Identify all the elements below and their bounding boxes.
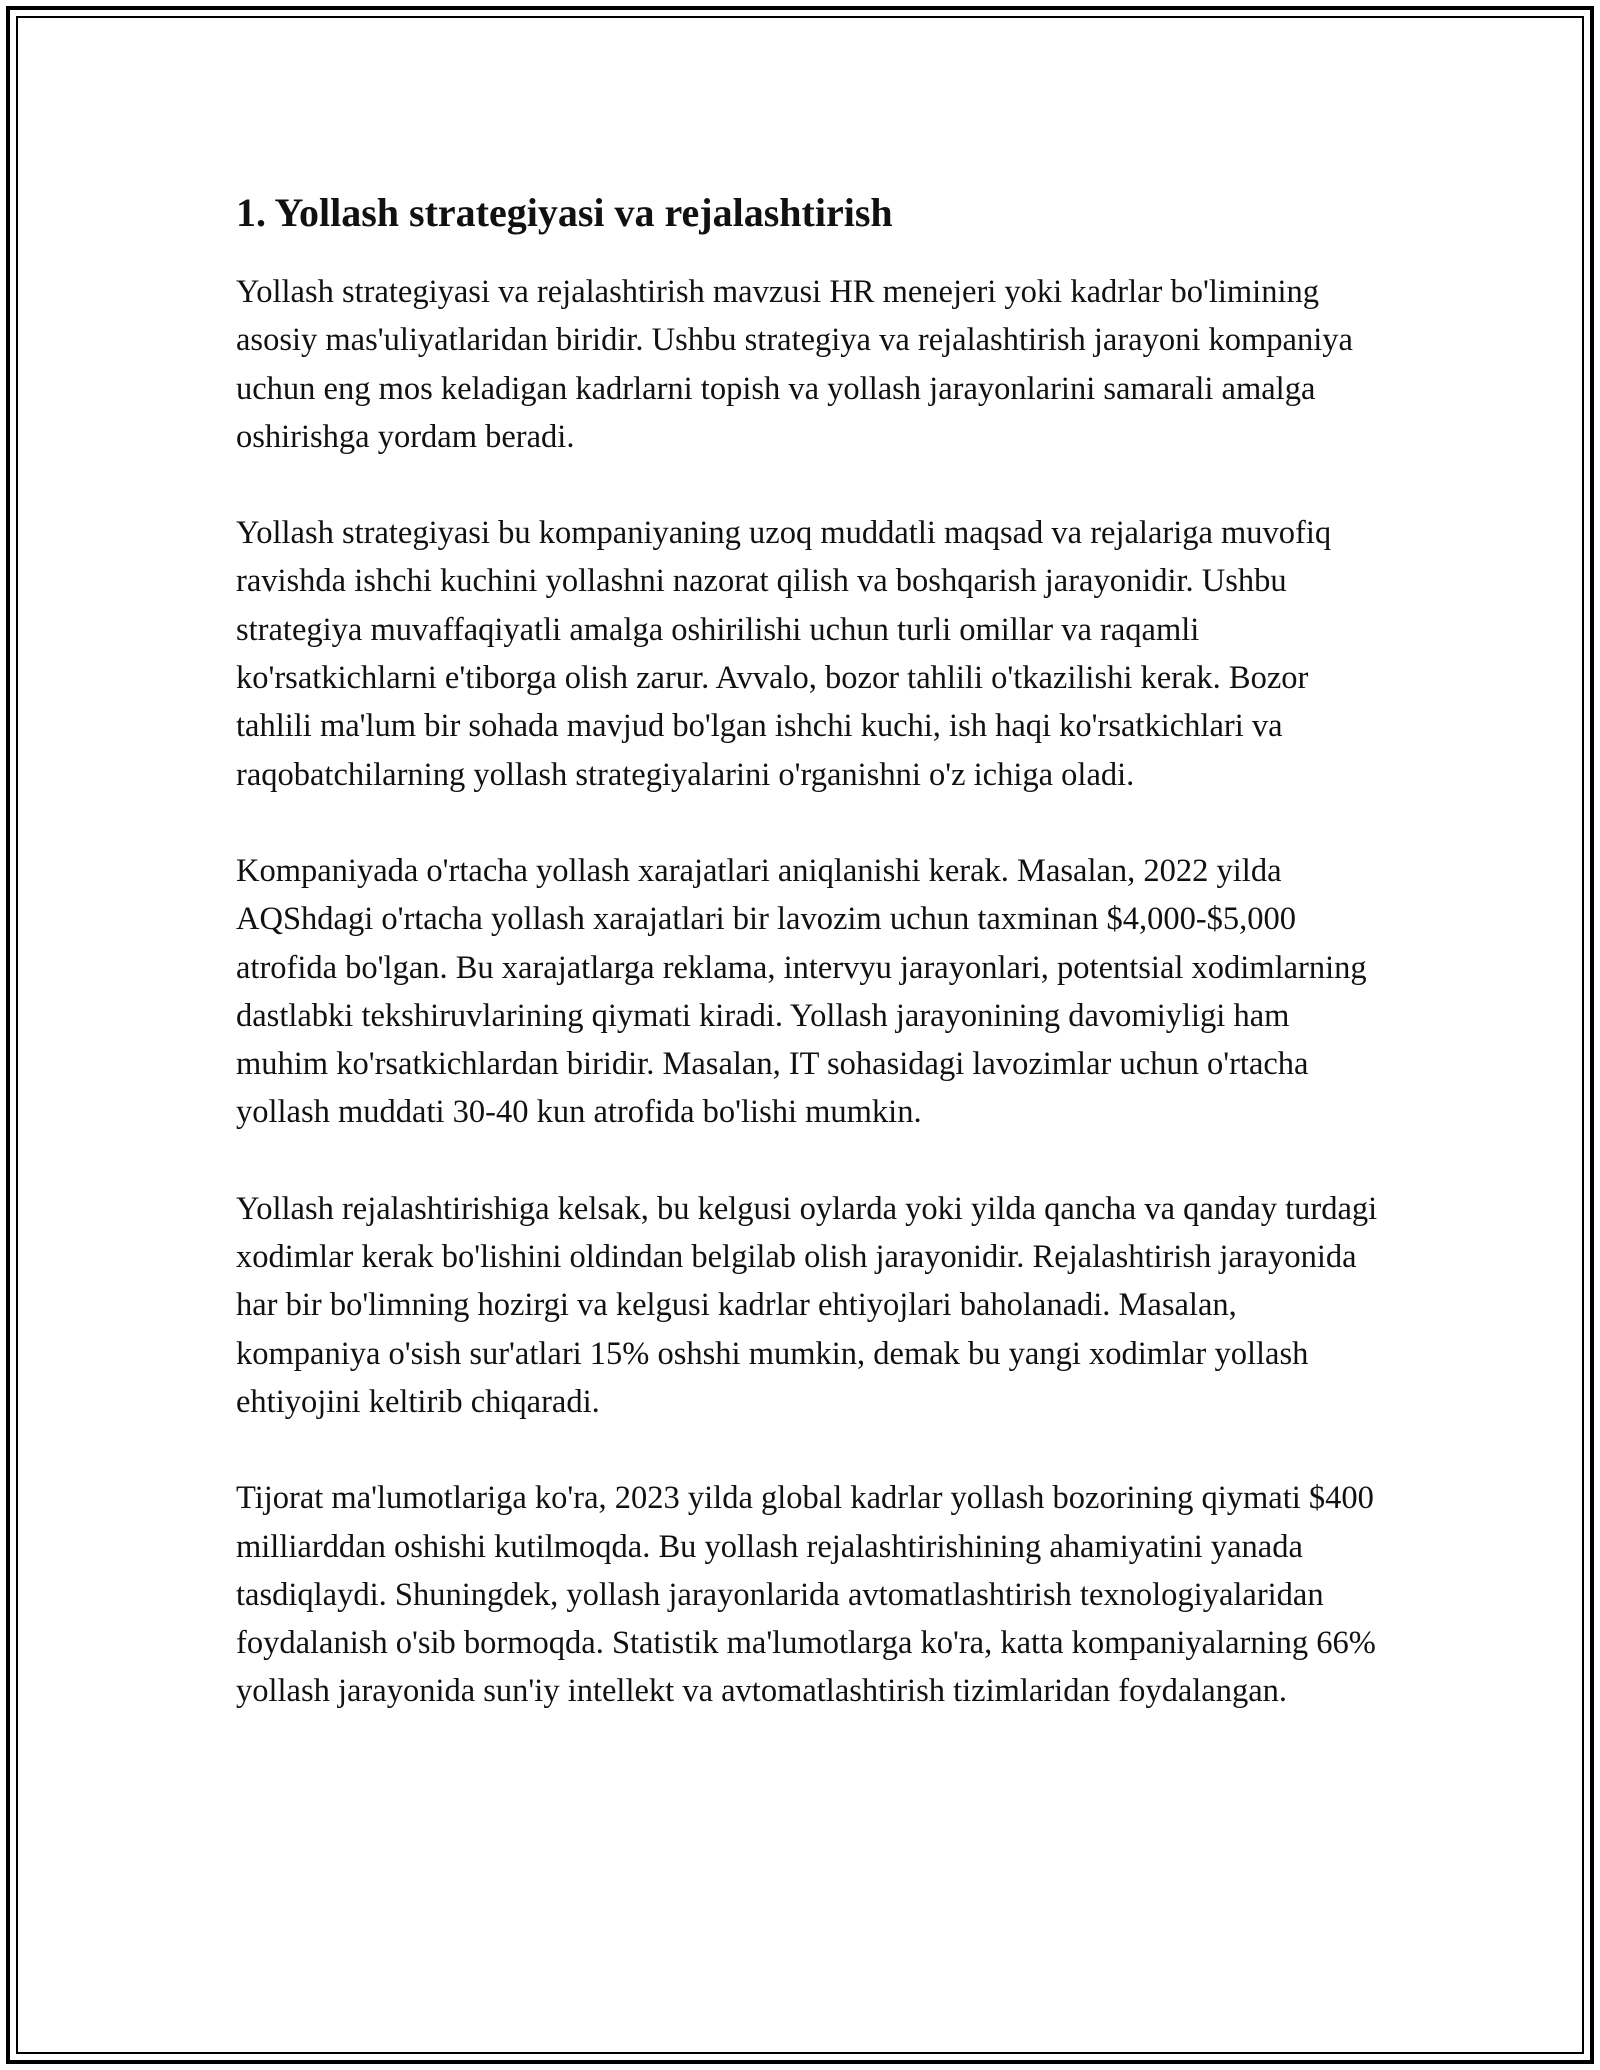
paragraph-planning: Yollash rejalashtirishiga kelsak, bu kelgusi oylarda yoki yilda qancha va qanday turdagi xodimlar kerak bo'lishini oldindan belgilab olish jarayonidir. Rejalashtirish jarayonida har bir bo'limning hozirgi va kelgusi kadrlar ehtiyojlari baholanadi. Masalan, kompaniya o'sish sur'atlari 15% oshshi mumkin, demak bu yangi xodimlar yollash ehtiyojini keltirib chiqaradi. [236, 1190, 1378, 1420]
section-heading: 1. Yollash strategiyasi va rejalashtirish [236, 190, 893, 235]
paragraph-strategy: Yollash strategiyasi bu kompaniyaning uzoq muddatli maqsad va rejalariga muvofiq ravishda ishchi kuchini yollashni nazorat qilish va boshqarish jarayonidir. Ushbu strategiya muvaffaqiyatli amalga oshirilishi uchun turli omillar va raqamli ko'rsatkichlarni e'tiborga olish zarur. Avvalo, bozor tahlili o'tkazilishi kerak. Bozor tahlili ma'lum bir sohada mavjud bo'lgan ishchi kuchi, ish haqi ko'rsatkichlari va raqobatchilarning yollash strategiyalarini o'rganishni o'z ichiga oladi. [236, 515, 1332, 793]
paragraph-costs: Kompaniyada o'rtacha yollash xarajatlari aniqlanishi kerak. Masalan, 2022 yilda AQShdagi o'rtacha yollash xarajatlari bir lavozim uchun taxminan $4,000-$5,000 atrofida bo'lgan. Bu xarajatlarga reklama, intervyu jarayonlari, potentsial xodimlarning dastlabki tekshiruvlarining qiymati kiradi. Yollash jarayonining davomiyligi ham muhim ko'rsatkichlardan biridir. Masalan, IT sohasidagi lavozimlar uchun o'rtacha yollash muddati 30-40 kun atrofida bo'lishi mumkin. [236, 852, 1367, 1131]
document-body [236, 184, 1386, 1764]
paragraph-intro: Yollash strategiyasi va rejalashtirish mavzusi HR menejeri yoki kadrlar bo'limining asosiy mas'uliyatlaridan biridir. Ushbu strategiya va rejalashtirish jarayoni kompaniya uchun eng mos keladigan kadrlarni topish va yollash jarayonlarini samarali amalga oshirishga yordam beradi. [236, 274, 1353, 455]
paragraph-market: Tijorat ma'lumotlariga ko'ra, 2023 yilda global kadrlar yollash bozorining qiymati $400 milliarddan oshishi kutilmoqda. Bu yollash rejalashtirishining ahamiyatini yanada tasdiqlaydi. Shuningdek, yollash jarayonlarida avtomatlashtirish texnologiyalaridan foydalanish o'sib bormoqda. Statistik ma'lumotlarga ko'ra, katta kompaniyalarning 66% yollash jarayonida sun'iy intellekt va avtomatlashtirish tizimlaridan foydalangan. [236, 1480, 1376, 1710]
